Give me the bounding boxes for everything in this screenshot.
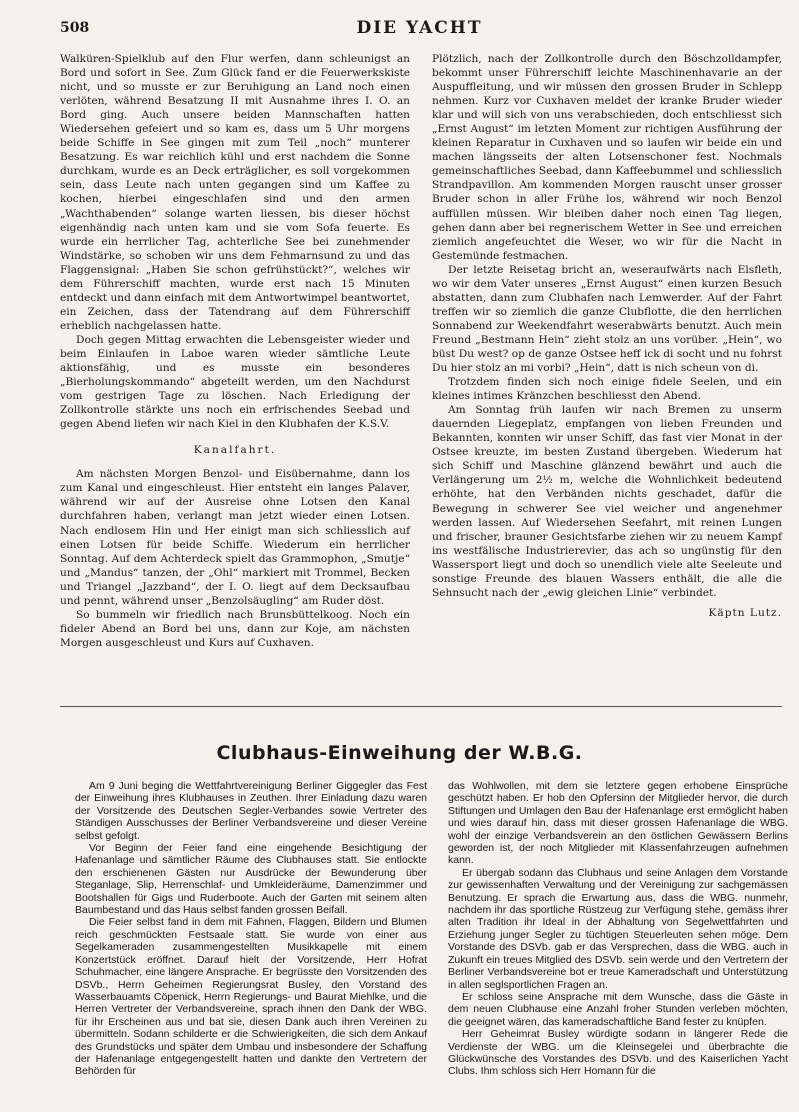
article-column-left <box>75 780 427 1078</box>
paragraph: Vor Beginn der Feier fand eine eingehende Besichtigung der Hafenanlage und sämtlicher Räume des Clubhauses statt. Sie entlockte den erschienenen Gästen nur Ausdrücke der Bewunderung über Steganlage, Slip, Herrenschlaf- und Umkleideräume, Damenzimmer und Bootshallen für Gigs und Ruderboote. Auch der Garten mit seinem alten Baumbestand und das Haus selbst fanden grossen Beifall. <box>75 842 427 917</box>
column-left <box>60 52 410 650</box>
paragraph: So bummeln wir friedlich nach Brunsbüttelkoog. Noch ein fideler Abend an Bord bei uns, dann zur Koje, am nächsten Morgen ausgeschleust und Kurs auf Cuxhaven. <box>60 608 410 649</box>
paragraph: das Wohlwollen, mit dem sie letztere gegen erhobene Einsprüche geschützt haben. Er hob den Opfersinn der Mitglieder hervor, die durch Stiftungen und Umlagen den Bau der Hafenanlage erst ermöglicht haben und wies darauf hin, dass mit dieser grossen Hafenanlage die WBG. wohl der einzige Verbandsverein an den östlichen Gewässern Berlins geworden ist, der noch Mitglieder mit Klassenfahrzeugen aufnehmen kann. <box>448 780 788 867</box>
author-signature: Käptn Lutz. <box>708 606 782 619</box>
paragraph: Am nächsten Morgen Benzol- und Eisübernahme, dann los zum Kanal und eingeschleust. Hier entsteht ein langes Palaver, während wir auf der Ausreise ohne Lotsen den Kanal durchfahren haben, verlangt man jetzt wieder einen Lotsen. Nach endlosem Hin und Her einigt man sich schliesslich auf einen Lotsen für beide Schiffe. Wiederum ein herrlicher Sonntag. Auf dem Achterdeck spielt das Grammophon, „Smutje“ und „Mandus“ tanzen, der „Ohl“ markiert mit Trommel, Becken und Triangel „Jazzband“, der I. O. liegt auf dem Decksaufbau und pennt, während unser „Benzolsäugling“ am Ruder döst. <box>60 468 410 607</box>
article-column-right <box>448 780 788 1078</box>
paragraph: Am 9 Juni beging die Wettfahrtvereinigung Berliner Giggegler das Fest der Einweihung ihres Klubhauses in Zeuthen. Ihrer Einladung dazu waren der Vorsitzende des Deutschen Segler-Verbandes sowie Vertreter des Ständigen Ausschusses der Berliner Verbandsvereine und dieser Vereine selbst gefolgt. <box>75 780 427 842</box>
paragraph: Der letzte Reisetag bricht an, weseraufwärts nach Elsfleth, wo wir dem Vater unseres „Ernst August“ einen kurzen Besuch abstatten, dann zum Clubhafen nach Lemwerder. Auf der Fahrt treffen wir so ziemlich die ganze Clubflotte, die den herrlichen Sonnabend zur Weekendfahrt weserabwärts benutzt. Auch mein Freund „Bestmann Hein“ zieht stolz an uns vorüber. „Hein“, wo büst Du west? op de ganze Ostsee heff ick di socht und nu fohrst Du hier stolz an mi vorbi? „Hein“, datt is nich scheun von di. <box>432 263 782 375</box>
page-number: 508 <box>60 20 90 36</box>
journal-title: DIE YACHT <box>356 18 483 38</box>
column-right <box>432 52 782 620</box>
section-subheading: Kanalfahrt. <box>193 444 277 457</box>
section-divider <box>60 706 782 707</box>
paragraph: Er schloss seine Ansprache mit dem Wunsche, dass die Gäste in dem neuen Clubhause eine Anzahl froher Stunden verleben möchten, die geeignet wären, das kameradschaftliche Band fester zu knüpfen. <box>448 990 788 1028</box>
paragraph: Herr Geheimrat Busley würdigte sodann in längerer Rede die Verdienste der WBG. um die Kleinsegelei und überbrachte die Glückwünsche des Vorstandes des DSVb. und des Kaiserlichen Yacht Clubs. Ihm schloss sich Herr Homann für die <box>448 1028 788 1078</box>
paragraph: Walküren-Spielklub auf den Flur werfen, dann schleunigst an Bord und sofort in See. Zum Glück fand er die Feuerwerkskiste nicht, und so musste er zur Beruhigung an Land noch einen verlöten, während Besatzung II mit Ausnahme ihres I. O. an Bord ging. Auch unsere beiden Mannschaften hatten Wiedersehen gefeiert und so kam es, dass um 5 Uhr morgens beide Schiffe in See gingen mit zum Teil „noch“ munterer Besatzung. Es war reichlich kühl und erst nachdem die Sonne durchkam, wurde es an Deck erträglicher, es soll vorgekommen sein, dass Leute nach unten gegangen sind um Kaffee zu kochen, hierbei eingeschlafen sind und den armen „Wachthabenden“ solange warten liessen, bis dieser höchst eigenhändig nach unten kam und sie vom Sofa feuerte. Es wurde ein herrlicher Tag, achterliche See bei zunehmender Windstärke, so schoben wir uns dem Fehmarnsund zu und das Flaggensignal: „Haben Sie schon gefrühstückt?“, welches wir dem Führerschiff machten, wurde erst nach 15 Minuten entdeckt und dann einfach mit dem Antwortwimpel beantwortet, ein Zeichen, dass der Tatendrang auf dem Führerschiff erheblich nachgelassen hatte. <box>60 53 410 332</box>
paragraph: Doch gegen Mittag erwachten die Lebensgeister wieder und beim Einlaufen in Laboe waren wieder sämtliche Leute aktionsfähig, und es musste ein besonderes „Bierholungskommando“ abgeteilt werden, um den Nachdurst vom gestrigen Tage zu löschen. Nach Erledigung der Zollkontrolle stärkte uns noch ein erfrischendes Seebad und gegen Abend liefen wir nach Kiel in den Klubhafen der K.S.V. <box>60 333 410 431</box>
article-title: Clubhaus-Einweihung der W.B.G. <box>216 742 583 764</box>
paragraph: Die Feier selbst fand in dem mit Fahnen, Flaggen, Bildern und Blumen reich geschmückten Festsaale statt. Sie wurde von einer aus Segelkameraden zusammengestellten Musikkapelle mit einem Konzertstück eröffnet. Darauf hielt der Vorsitzende, Herr Hofrat Schuhmacher, eine längere Ansprache. Er begrüsste den Vorsitzenden des DSVb., Herrn Geheimen Regierungsrat Busley, den Vorstand des Wasserbauamts Cöpenick, Herrn Regierungs- und Baurat Miehlke, und die Herren Vertreter der Verbandsvereine, sprach ihnen den Dank der WBG. für ihr Erscheinen aus und bat sie, diesen Dank auch ihren Vereinen zu übermitteln. Sodann schilderte er die Schwierigkeiten, die sich dem Ankauf des Grundstücks und später dem Umbau und insbesondere der Schaffung der Hafenanlage entgegengestellt hatten und dankte den Vertretern der Behörden für <box>75 916 427 1078</box>
page-header <box>60 14 779 38</box>
paragraph: Trotzdem finden sich noch einige fidele Seelen, und ein kleines intimes Kränzchen beschliesst den Abend. <box>432 376 782 403</box>
paragraph: Plötzlich, nach der Zollkontrolle durch den Böschzolldampfer, bekommt unser Führerschiff leichte Maschinenhavarie an der Auspuffleitung, und wir müssen den grossen Bruder in Schlepp nehmen. Kurz vor Cuxhaven meldet der kranke Bruder wieder klar und will sich von uns verabschieden, doch entschliesst sich „Ernst August“ im letzten Moment zur richtigen Ausführung der kleinen Reparatur in Cuxhaven und so laufen wir beide ein und machen längsseits der alten Lotsenschoner fest. Nochmals gemeinschaftliches Seebad, dann Kaffeebummel und schliesslich Strandpavillon. Am kommenden Morgen rauscht unser grosser Bruder schon in aller Frühe los, während wir noch Benzol auffüllen müssen. Wir bleiben daher noch einen Tag liegen, gehen dann aber bei regnerischem Wetter in See und erreichen ziemlich angefeuchtet die Weser, wo wir für die Nacht in Gestemünde festmachen. <box>432 53 782 262</box>
paragraph: Am Sonntag früh laufen wir nach Bremen zu unserm dauernden Liegeplatz, empfangen von lieben Freunden und Bekannten, konnten wir unser Schiff, das fast vier Monat in der Ostsee kreuzte, im besten Zustand übergeben. Wiederum hat sich Schiff und Maschine glänzend bewährt und auch die Verlängerung um 2½ m, welche die Wohnlichkeit bedeutend erhöhte, hat den Verbänden nichts geschadet, dafür die Bewegung in schwerer See viel weicher und angenehmer werden lassen. Auf Wiedersehen Seefahrt, mit reinen Lungen und frischer, brauner Gesichtsfarbe ziehen wir zu neuem Kampf ins westfälische Industrierevier, das ach so ungünstig für den Wassersport liegt und doch so unendlich viele alte Seeleute und sonstige Freunde des blauen Wassers enthält, die alle die Sehnsucht nach der „ewig gleichen Linie“ verbindet. <box>432 404 782 599</box>
paragraph: Er übergab sodann das Clubhaus und seine Anlagen dem Vorstande zur gewissenhaften Verwaltung und der Vereinigung zur sachgemässen Benutzung. Er sprach die Erwartung aus, dass die WBG. nunmehr, nachdem ihr das sportliche Rüstzeug zur Verfügung stehe, gemäss ihrer alten Tradition ihr Ideal in der Abhaltung von Segelwettfahrten und Erziehung junger Segler zu tüchtigen Steuerleuten sehen möge. Dem Vorstande des DSVb. gab er das Versprechen, dass die WBG. auch in Zukunft ein treues Mitglied des DSVb. sein werde und den Vertretern der Berliner Verbandsvereine bot er treue Kameradschaft und Unterstützung in allen seglsportlichen Fragen an. <box>448 866 788 991</box>
